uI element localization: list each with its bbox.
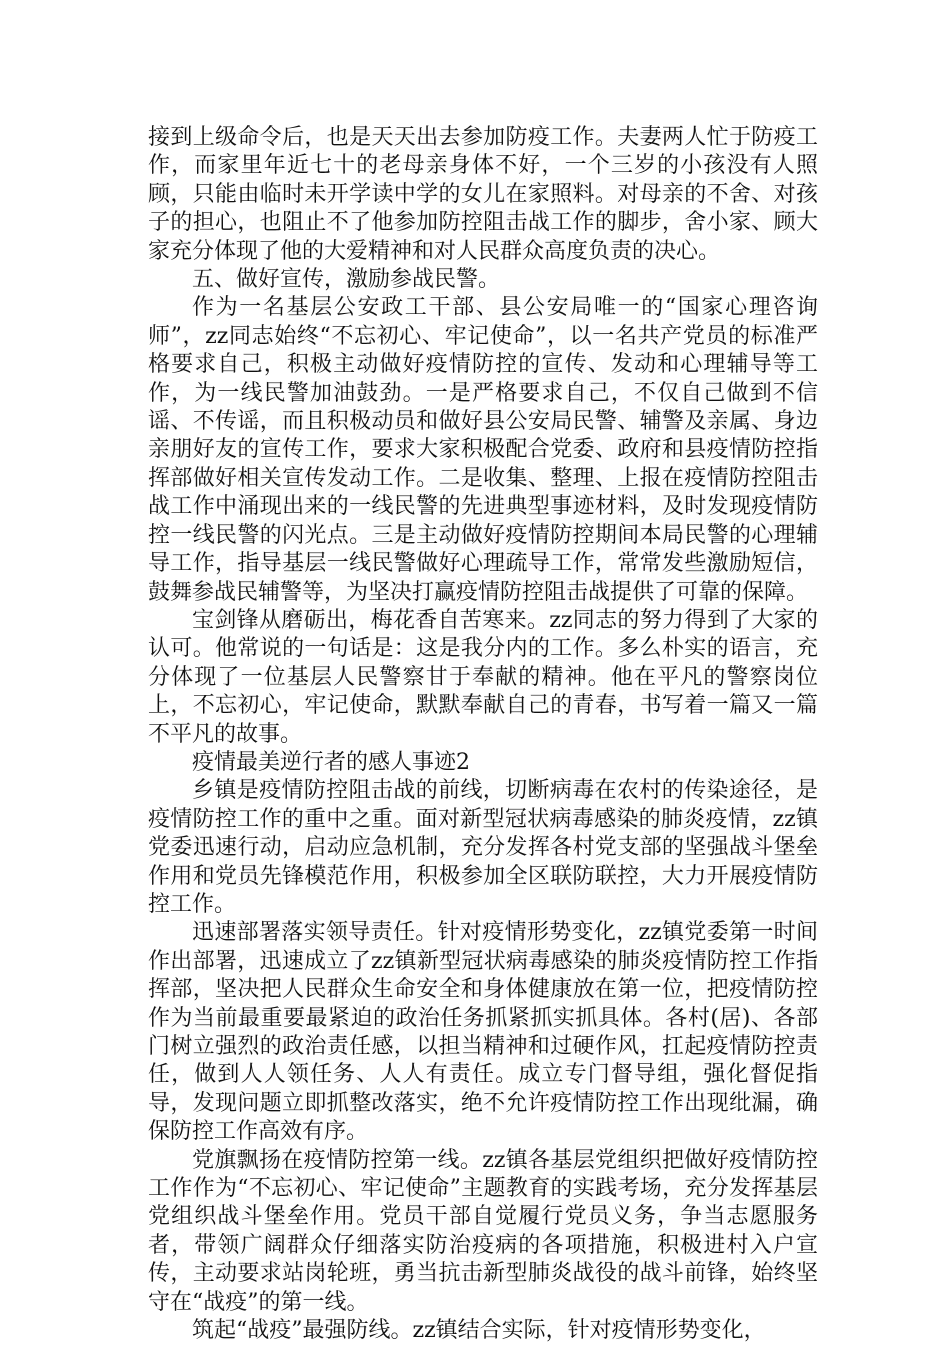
paragraph-family-sacrifice: 接到上级命令后，也是天天出去参加防疫工作。夫妻两人忙于防疫工作，而家里年近七十的老母亲身体不好，一个三岁的小孩没有人照顾，只能由临时未开学读中学的女儿在家照料。对母亲的不舍、对孩子的担心，也阻止不了他参加防控阻击战工作的脚步，舍小家、顾大家充分体现了他的大爱精神和对人民群众高度负责的决心。 [148,125,818,264]
paragraph-defense-line: 筑起“战疫”最强防线。zz镇结合实际，针对疫情形势变化， [192,1318,766,1344]
paragraph-party-flag: 党旗飘扬在疫情防控第一线。zz镇各基层党组织把做好疫情防控工作作为“不忘初心、牢记使命”主题教育的实践考场，充分发挥基层党组织战斗堡垒作用。党员干部自觉履行党员义务，争当志愿服务者，带领广阔群众仔细落实防治疫病的各项措施，积极进村入户宣传，主动要求站岗轮班，勇当抗击新型肺炎战役的战斗前锋，始终坚守在“战疫”的第一线。 [148,1147,818,1315]
section-heading-story-2: 疫情最美逆行者的感人事迹2 [192,749,470,775]
paragraph-publicity-work: 作为一名基层公安政工干部、县公安局唯一的“国家心理咨询师”，zz同志始终“不忘初心、牢记使命”，以一名共产党员的标准严格要求自己，积极主动做好疫情防控的宣传、发动和心理辅导等工作，为一线民警加油鼓劲。一是严格要求自己，不仅自己做到不信谣、不传谣，而且积极动员和做好县公安局民警、辅警及亲属、身边亲朋好友的宣传工作，要求大家积极配合党委、政府和县疫情防控指挥部做好相关宣传发动工作。二是收集、整理、上报在疫情防控阻击战工作中涌现出来的一线民警的先进典型事迹材料，及时发现疫情防控一线民警的闪光点。三是主动做好疫情防控期间本局民警的心理辅导工作，指导基层一线民警做好心理疏导工作，常常发些激励短信，鼓舞参战民辅警等，为坚决打赢疫情防控阻击战提供了可靠的保障。 [148,295,818,605]
paragraph-leadership-deployment: 迅速部署落实领导责任。针对疫情形势变化，zz镇党委第一时间作出部署，迅速成立了zz镇新型冠状病毒感染的肺炎疫情防控工作指挥部，坚决把人民群众生命安全和身体健康放在第一位，把疫情防控作为当前最重要最紧迫的政治任务抓紧抓实抓具体。各村(居)、各部门树立强烈的政治责任感，以担当精神和过硬作风，扛起疫情防控责任，做到人人领任务、人人有责任。成立专门督导组，强化督促指导，发现问题立即抓整改落实，绝不允许疫情防控工作出现纰漏，确保防控工作高效有序。 [148,920,818,1145]
document-page [148,124,818,1345]
section-heading-publicity: 五、做好宣传，激励参战民警。 [192,267,501,293]
paragraph-recognition: 宝剑锋从磨砺出，梅花香自苦寒来。zz同志的努力得到了大家的认可。他常说的一句话是：这是我分内的工作。多么朴实的语言，充分体现了一位基层人民警察甘于奉献的精神。他在平凡的警察岗位上，不忘初心，牢记使命，默默奉献自己的青春，书写着一篇又一篇不平凡的故事。 [148,607,818,747]
paragraph-township-frontline: 乡镇是疫情防控阻击战的前线，切断病毒在农村的传染途径，是疫情防控工作的重中之重。面对新型冠状病毒感染的肺炎疫情，zz镇党委迅速行动，启动应急机制，充分发挥各村党支部的坚强战斗堡垒作用和党员先锋模范作用，积极参加全区联防联控，大力开展疫情防控工作。 [148,778,818,917]
